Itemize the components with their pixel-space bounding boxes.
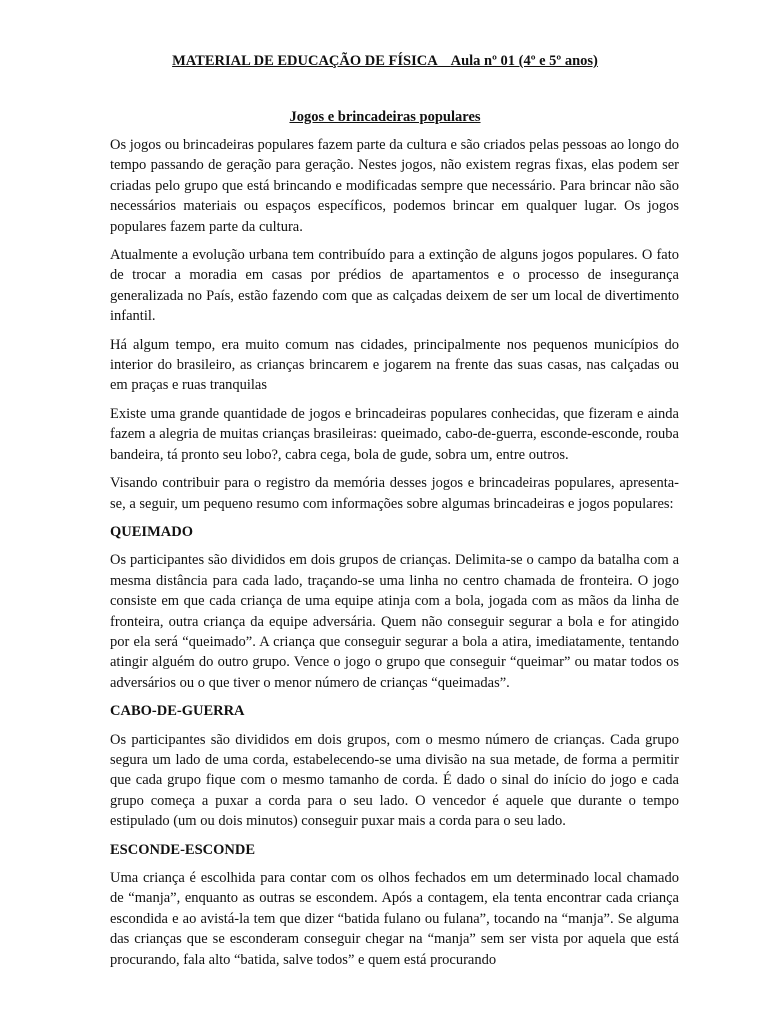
header-subject: MATERIAL DE EDUCAÇÃO DE FÍSICA [172, 53, 437, 69]
section-text-cabo-de-guerra: Os participantes são divididos em dois grupos, com o mesmo número de crianças. Cada grupo segura um lado de uma corda, estabelecendo-se uma divisão na sua metade, de forma a permitir que cada grupo fique com o mesmo tamanho de corda. É dado o sinal do início do jogo e cada grupo começa a puxar a corda para o seu lado. O vencedor é aquele que durante o tempo estipulado (um ou dois minutos) conseguir puxar mais a corda para o seu lado. [110, 731, 679, 830]
section-text-queimado: Os participantes são divididos em dois grupos de crianças. Delimita-se o campo da batalha com a mesma distância para cada lado, traçando-se uma linha no centro chamada de fronteira. O jogo consiste em que cada criança de uma equipe atinja com a bola, jogada com as mãos da linha de fronteira, outra criança da equipe adversária. Quem não conseguir segurar a bola e for atingido por ela será “queimado”. A criança que conseguir segurar a bola a atira, imediatamente, tentando atingir alguém do outro grupo. Vence o jogo o grupo que conseguir “queimar” ou matar todos os adversários ou o que tiver o menor número de crianças “queimadas”. [110, 552, 679, 691]
header-lesson: Aula nº 01 (4º e 5º anos) [450, 53, 598, 69]
section-heading-esconde-esconde: ESCONDE-ESCONDE [110, 841, 256, 858]
intro-paragraph: Visando contribuir para o registro da memória desses jogos e brincadeiras populares, apresenta-se, a seguir, um pequeno resumo com informações sobre algumas brincadeiras e jogos populares: [110, 475, 679, 512]
intro-paragraph: Existe uma grande quantidade de jogos e brincadeiras populares conhecidas, que fizeram e ainda fazem a alegria de muitas crianças brasileiras: queimado, cabo-de-guerra, esconde-esconde, rouba bandeira, tá pronto seu lobo?, cabra cega, bola de gude, sobra um, entre outros. [110, 405, 679, 463]
intro-paragraph: Os jogos ou brincadeiras populares fazem parte da cultura e são criados pelas pessoas ao longo do tempo passando de geração para geração. Nestes jogos, não existem regras fixas, elas podem ser criadas pelo grupo que está brincando e modificadas sempre que necessário. Para brincar não são necessários materiais ou espaços específicos, podemos brincar em qualquer lugar. Os jogos populares fazem parte da cultura. [110, 137, 679, 235]
section-heading-cabo-de-guerra: CABO-DE-GUERRA [110, 703, 245, 720]
section-heading-queimado: QUEIMADO [110, 523, 193, 540]
section-text-esconde-esconde: Uma criança é escolhida para contar com os olhos fechados em um determinado local chamado de “manja”, enquanto as outras se escondem. Após a contagem, ela tenta encontrar cada criança escondida e ao avistá-la tem que dizer “batida fulano ou fulana”, tocando na “manja”. Se alguma das crianças que se esconderam conseguir chegar na “manja” sem ser vista por aquela que está procurando, fala alto “batida, salve todos” e quem está procurando [110, 870, 679, 968]
intro-paragraph: Há algum tempo, era muito comum nas cidades, principalmente nos pequenos municípios do interior do brasileiro, as crianças brincarem e jogarem na frente das suas casas, nas calçadas ou em praças e ruas tranquilas [110, 336, 679, 394]
document-body [110, 135, 679, 978]
intro-paragraph: Atualmente a evolução urbana tem contribuído para a extinção de alguns jogos populares. O fato de trocar a moradia em casas por prédios de apartamentos e o processo de insegurança generalizada no País, estão fazendo com que as calçadas deixem de ser um local de divertimento infantil. [110, 247, 679, 325]
document-title: Jogos e brincadeiras populares [289, 109, 481, 125]
document-header [0, 53, 770, 70]
